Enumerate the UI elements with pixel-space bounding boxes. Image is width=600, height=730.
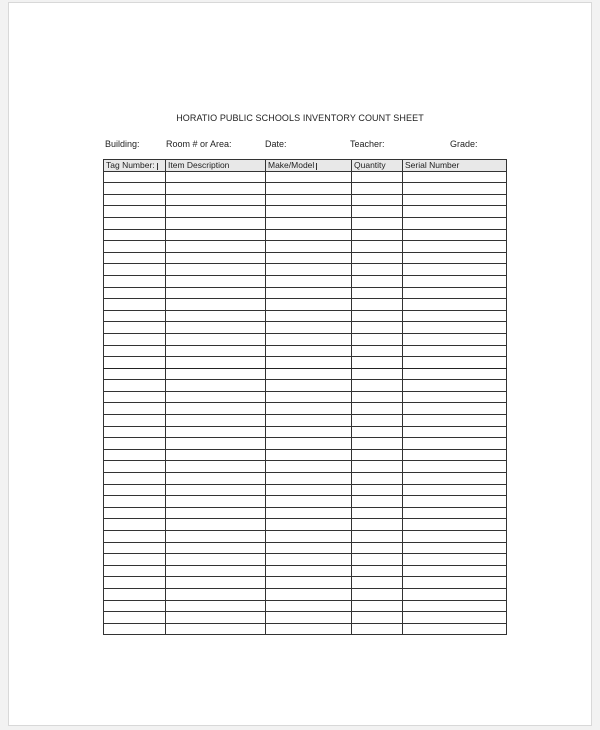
table-cell (266, 507, 352, 519)
table-cell (166, 542, 266, 554)
table-cell (166, 403, 266, 415)
table-cell (104, 531, 166, 543)
table-cell (403, 577, 507, 589)
table-cell (104, 357, 166, 369)
table-cell (266, 171, 352, 183)
table-cell (266, 484, 352, 496)
table-row (104, 206, 507, 218)
table-cell (104, 600, 166, 612)
table-cell (104, 194, 166, 206)
table-cell (352, 345, 403, 357)
table-cell (352, 194, 403, 206)
table-cell (352, 310, 403, 322)
table-cell (266, 426, 352, 438)
table-cell (266, 368, 352, 380)
table-cell (403, 426, 507, 438)
table-cell (352, 183, 403, 195)
table-cell (166, 252, 266, 264)
table-cell (166, 565, 266, 577)
table-cell (403, 391, 507, 403)
table-cell (104, 426, 166, 438)
table-cell (266, 554, 352, 566)
table-cell (352, 496, 403, 508)
teacher-label: Teacher: (350, 139, 385, 149)
table-cell (104, 519, 166, 531)
table-cell (266, 612, 352, 624)
table-cell (403, 473, 507, 485)
table-cell (104, 287, 166, 299)
table-cell (352, 449, 403, 461)
table-cell (104, 496, 166, 508)
table-cell (403, 484, 507, 496)
table-cell (166, 310, 266, 322)
table-cell (104, 391, 166, 403)
table-cell (104, 206, 166, 218)
table-cell (266, 391, 352, 403)
table-cell (166, 229, 266, 241)
table-cell (266, 241, 352, 253)
table-cell (352, 275, 403, 287)
table-cell (104, 322, 166, 334)
table-cell (403, 229, 507, 241)
table-cell (166, 449, 266, 461)
table-cell (352, 415, 403, 427)
table-cell (104, 310, 166, 322)
table-cell (266, 449, 352, 461)
table-cell (166, 345, 266, 357)
table-cell (352, 217, 403, 229)
table-cell (352, 612, 403, 624)
grade-label: Grade: (450, 139, 478, 149)
table-cell (104, 473, 166, 485)
table-cell (104, 554, 166, 566)
table-cell (403, 299, 507, 311)
table-cell (266, 473, 352, 485)
table-cell (352, 542, 403, 554)
table-cell (403, 588, 507, 600)
table-cell (104, 438, 166, 450)
table-cell (266, 542, 352, 554)
inventory-table (103, 159, 507, 635)
table-cell (403, 241, 507, 253)
table-cell (403, 322, 507, 334)
table-cell (403, 415, 507, 427)
table-cell (352, 380, 403, 392)
table-cell (166, 322, 266, 334)
table-row (104, 194, 507, 206)
table-cell (352, 507, 403, 519)
table-row (104, 368, 507, 380)
table-cell (166, 264, 266, 276)
table-row (104, 229, 507, 241)
table-row (104, 345, 507, 357)
table-cell (166, 612, 266, 624)
table-row (104, 171, 507, 183)
header-make-model: Make/Model (266, 160, 352, 172)
table-cell (104, 241, 166, 253)
table-cell (352, 461, 403, 473)
table-cell (266, 438, 352, 450)
table-cell (166, 577, 266, 589)
table-cell (266, 322, 352, 334)
table-row (104, 217, 507, 229)
table-row (104, 577, 507, 589)
table-cell (403, 368, 507, 380)
table-cell (166, 588, 266, 600)
table-row (104, 241, 507, 253)
table-cell (166, 391, 266, 403)
building-label: Building: (105, 139, 140, 149)
table-cell (266, 264, 352, 276)
table-cell (166, 333, 266, 345)
table-cell (166, 554, 266, 566)
table-body (104, 171, 507, 635)
table-cell (266, 194, 352, 206)
table-cell (104, 229, 166, 241)
table-cell (166, 623, 266, 635)
table-cell (403, 449, 507, 461)
table-cell (166, 461, 266, 473)
table-cell (352, 287, 403, 299)
table-cell (352, 484, 403, 496)
table-cell (104, 449, 166, 461)
table-cell (166, 206, 266, 218)
table-row (104, 252, 507, 264)
table-cell (352, 252, 403, 264)
table-cell (352, 333, 403, 345)
table-cell (352, 554, 403, 566)
table-cell (403, 194, 507, 206)
table-cell (403, 345, 507, 357)
table-cell (352, 171, 403, 183)
table-cell (266, 565, 352, 577)
table-cell (104, 252, 166, 264)
header-quantity: Quantity (352, 160, 403, 172)
table-cell (352, 391, 403, 403)
table-row (104, 496, 507, 508)
table-cell (403, 171, 507, 183)
table-cell (403, 565, 507, 577)
table-cell (352, 264, 403, 276)
table-row (104, 588, 507, 600)
table-cell (352, 299, 403, 311)
document-page (8, 2, 592, 726)
table-row (104, 438, 507, 450)
table-cell (166, 519, 266, 531)
table-cell (266, 275, 352, 287)
table-cell (166, 217, 266, 229)
room-label: Room # or Area: (166, 139, 232, 149)
table-cell (352, 357, 403, 369)
table-cell (403, 507, 507, 519)
table-cell (104, 612, 166, 624)
table-cell (266, 600, 352, 612)
table-cell (266, 252, 352, 264)
table-cell (166, 600, 266, 612)
table-cell (266, 287, 352, 299)
table-cell (166, 275, 266, 287)
table-cell (352, 403, 403, 415)
table-cell (166, 194, 266, 206)
table-cell (166, 473, 266, 485)
table-row (104, 380, 507, 392)
table-cell (166, 299, 266, 311)
table-row (104, 299, 507, 311)
table-cell (352, 623, 403, 635)
table-cell (104, 368, 166, 380)
table-cell (266, 577, 352, 589)
table-cell (104, 264, 166, 276)
table-cell (352, 531, 403, 543)
table-cell (403, 264, 507, 276)
table-cell (403, 403, 507, 415)
table-cell (403, 554, 507, 566)
table-cell (104, 380, 166, 392)
table-row (104, 484, 507, 496)
table-cell (104, 403, 166, 415)
table-cell (166, 368, 266, 380)
table-row (104, 333, 507, 345)
table-cell (104, 507, 166, 519)
table-cell (403, 531, 507, 543)
table-cell (266, 333, 352, 345)
table-cell (352, 600, 403, 612)
table-cell (166, 287, 266, 299)
table-cell (403, 333, 507, 345)
table-row (104, 565, 507, 577)
table-cell (166, 496, 266, 508)
table-cell (352, 206, 403, 218)
table-row (104, 600, 507, 612)
table-row (104, 264, 507, 276)
table-cell (352, 588, 403, 600)
table-row (104, 322, 507, 334)
table-cell (104, 217, 166, 229)
table-row (104, 507, 507, 519)
table-cell (166, 484, 266, 496)
table-cell (403, 438, 507, 450)
table-cell (104, 542, 166, 554)
table-row (104, 287, 507, 299)
table-row (104, 183, 507, 195)
table-cell (403, 623, 507, 635)
table-cell (104, 345, 166, 357)
table-cell (403, 217, 507, 229)
table-row (104, 403, 507, 415)
table-cell (166, 183, 266, 195)
table-cell (266, 415, 352, 427)
table-row (104, 310, 507, 322)
table-cell (352, 577, 403, 589)
table-cell (104, 461, 166, 473)
table-cell (352, 565, 403, 577)
header-item-description: Item Description (166, 160, 266, 172)
table-cell (104, 171, 166, 183)
table-row (104, 461, 507, 473)
cell-marker-icon (316, 163, 317, 170)
table-cell (266, 380, 352, 392)
table-cell (403, 206, 507, 218)
table-cell (266, 496, 352, 508)
table-cell (352, 368, 403, 380)
header-tag-number: Tag Number: (104, 160, 166, 172)
table-cell (403, 357, 507, 369)
table-row (104, 415, 507, 427)
table-cell (166, 426, 266, 438)
table-row (104, 473, 507, 485)
table-row (104, 612, 507, 624)
table-header-row (104, 160, 507, 172)
table-cell (403, 252, 507, 264)
table-row (104, 426, 507, 438)
table-cell (266, 345, 352, 357)
table-cell (266, 183, 352, 195)
table-cell (403, 380, 507, 392)
table-cell (166, 438, 266, 450)
table-row (104, 542, 507, 554)
table-cell (352, 438, 403, 450)
table-cell (266, 310, 352, 322)
table-cell (352, 473, 403, 485)
table-cell (266, 461, 352, 473)
table-cell (403, 612, 507, 624)
table-cell (266, 229, 352, 241)
table-cell (104, 623, 166, 635)
table-cell (266, 403, 352, 415)
table-cell (104, 275, 166, 287)
table-cell (352, 229, 403, 241)
table-cell (166, 380, 266, 392)
table-row (104, 623, 507, 635)
table-cell (166, 507, 266, 519)
table-cell (104, 415, 166, 427)
table-cell (166, 415, 266, 427)
table-cell (104, 588, 166, 600)
table-cell (104, 183, 166, 195)
table-cell (266, 217, 352, 229)
table-cell (352, 519, 403, 531)
table-cell (352, 322, 403, 334)
sheet-title: HORATIO PUBLIC SCHOOLS INVENTORY COUNT SHEET (176, 113, 424, 123)
table-cell (403, 287, 507, 299)
cell-marker-icon (157, 163, 158, 170)
table-row (104, 357, 507, 369)
table-row (104, 519, 507, 531)
table-cell (403, 496, 507, 508)
header-serial-number: Serial Number (403, 160, 507, 172)
table-cell (104, 299, 166, 311)
table-cell (266, 299, 352, 311)
table-cell (104, 565, 166, 577)
table-row (104, 275, 507, 287)
table-cell (403, 461, 507, 473)
table-cell (352, 426, 403, 438)
date-label: Date: (265, 139, 287, 149)
table-cell (266, 519, 352, 531)
table-row (104, 554, 507, 566)
table-row (104, 391, 507, 403)
table-cell (266, 531, 352, 543)
table-cell (352, 241, 403, 253)
table-cell (166, 241, 266, 253)
table-cell (403, 275, 507, 287)
table-row (104, 449, 507, 461)
table-cell (266, 623, 352, 635)
table-row (104, 531, 507, 543)
table-cell (104, 577, 166, 589)
table-cell (166, 531, 266, 543)
table-cell (403, 600, 507, 612)
table-cell (266, 588, 352, 600)
table-cell (166, 171, 266, 183)
table-cell (403, 183, 507, 195)
table-cell (403, 310, 507, 322)
table-cell (266, 206, 352, 218)
table-cell (403, 542, 507, 554)
table-cell (166, 357, 266, 369)
table-cell (104, 333, 166, 345)
table-cell (104, 484, 166, 496)
table-cell (403, 519, 507, 531)
table-cell (266, 357, 352, 369)
